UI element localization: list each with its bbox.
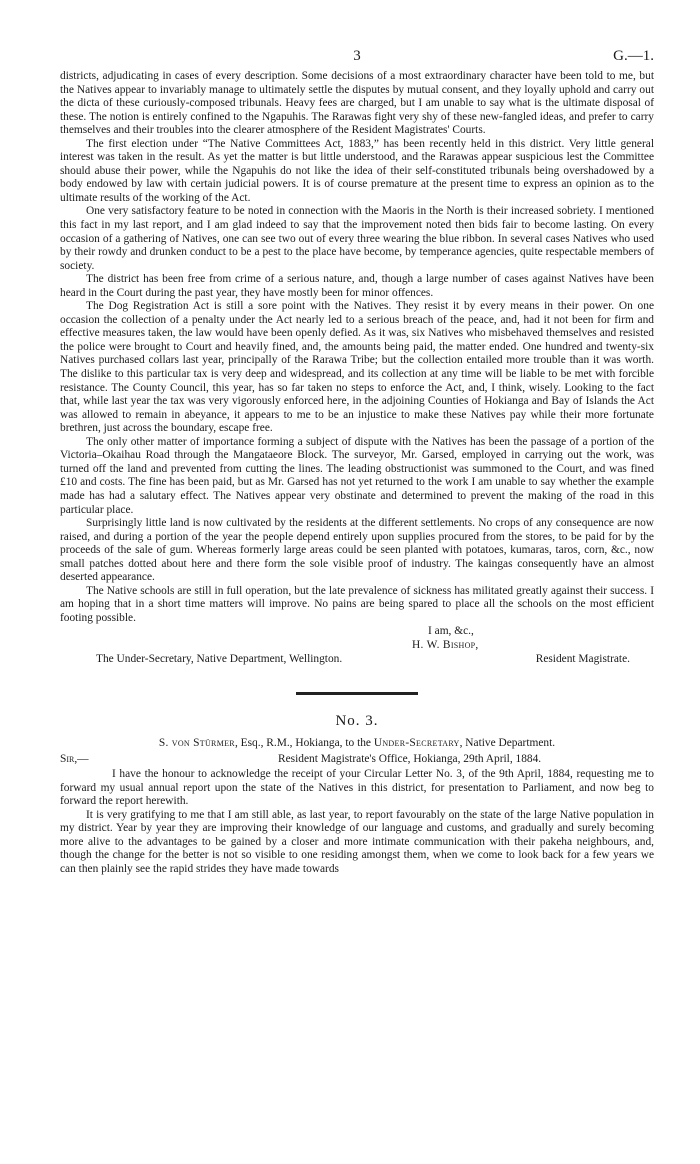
document-code: G.—1. bbox=[613, 48, 654, 64]
report-paragraph: The Native schools are still in full operation, but the late prevalence of sickness has militated greatly against their success. I am hoping that in a short time matters will improve. No pains are being spared to place all the schools on the most efficient footing possible. bbox=[60, 584, 654, 624]
report-paragraph: The district has been free from crime of a serious nature, and, though a large number of cases against Natives have been heard in the Court during the past year, they have mostly been for minor offences. bbox=[60, 273, 654, 299]
letter-paragraph: It is very gratifying to me that I am still able, as last year, to report favourably on the state of the large Native population in my district. Year by year they are improving their knowledge of our language and customs, and gradually and surely becoming more alive to the advantages to be gained by a closer and more intimate communication with their pakeha neighbours, and, though the change for the better is not so visible to one residing amongst them, when we come to look back for a few years we can then plainly see the rapid strides they have made towards bbox=[60, 808, 654, 875]
closing-line: I am, &c., bbox=[428, 625, 474, 638]
letter-address: Resident Magistrate's Office, Hokianga, 29th April, 1884. bbox=[278, 753, 542, 766]
signer-title: Resident Magistrate. bbox=[535, 652, 630, 665]
addressee-row bbox=[60, 653, 654, 667]
letter-number: No. 3. bbox=[335, 713, 379, 730]
recipient-department: , Native Department. bbox=[459, 737, 556, 750]
report-paragraph: One very satisfactory feature to be noted in connection with the Maoris in the North is their increased sobriety. I mentioned this fact in my last report, and I am glad indeed to say that the improvement noted then bids fair to become lasting. On every occasion of a gathering of Natives, one can see two out of every three wearing the blue ribbon. In several cases Natives who used by their rowdy and drunken conduct to be a pest to the place have become, by temperance agencies, quite respectable members of society. bbox=[60, 205, 654, 272]
addressee: The Under-Secretary, Native Department, Wellington. bbox=[96, 652, 343, 665]
letter-paragraph: I have the honour to acknowledge the receipt of your Circular Letter No. 3, of the 9th April, 1884, requesting me to forward my usual annual report upon the state of the Natives in this district, for presentation to Parliament, and now beg to forward the report herewith. bbox=[60, 768, 654, 808]
sender-name: S. von Stürmer bbox=[158, 737, 235, 750]
sender-details: , Esq., R.M., Hokianga, to the bbox=[234, 737, 374, 750]
report-paragraph: The Dog Registration Act is still a sore point with the Natives. They resist it by every means in their power. On one occasion the collection of a penalty under the Act nearly led to a serious breach of the peace, and, had it not been for firm and effective measures taken, the law would have been openly defied. As it was, six Natives who misbehaved themselves and resisted the police were brought to Court and heavily fined, and, the amounts being paid, the matter ended. One hundred and twenty-six Natives purchased collars last year, principally of the Rarawa Tribe; but the collection entailed more trouble than it was worth. The dislike to this particular tax is very deep and widespread, and its collection at any time will be liable to be met with forcible resistance. The County Council, this year, has so far taken no steps to enforce the Act, and, I think, wisely. Looking to the fact that, while last year the tax was very vigorously enforced here, in the adjoining Counties of Hokianga and Bay of Islands the Act was allowed to remain in abeyance, it appears to me to be an injustice to make these Natives pay while their more fortunate brethren, just across the boundary, escape free. bbox=[60, 300, 654, 435]
report-paragraph: Surprisingly little land is now cultivated by the residents at the different settlements. No crops of any consequence are now raised, and during a portion of the year the people depend entirely upon supplies procured from the stores, to be paid for by the proceeds of the sale of gum. Whereas formerly large areas could be seen planted with potatoes, kumaras, taros, corn, &c., now small patches dotted about here and there form the sole visible proof of industry. The kaingas consequently have an almost deserted appearance. bbox=[60, 517, 654, 584]
salutation: Sir,— bbox=[60, 753, 89, 766]
section-divider bbox=[296, 692, 418, 695]
recipient-title: Under-Secretary bbox=[373, 737, 460, 750]
signature: H. W. Bishop, bbox=[412, 638, 479, 651]
report-body bbox=[60, 70, 654, 625]
report-paragraph: The only other matter of importance forming a subject of dispute with the Natives has been the passage of a portion of the Victoria–Okaihau Road through the Mangataeore Block. The surveyor, Mr. Garsed, employed in carrying out the work, was turned off the land and prevented from cutting the lines. The leading obstructionist was summoned to the Court, and was fined £10 and costs. The fine has been paid, but as Mr. Garsed has not yet returned to the work I am unable to say whether the example made has had a salutary effect. The Natives appear very obstinate and determined to prevent the making of the road in this particular place. bbox=[60, 435, 654, 516]
report-paragraph: districts, adjudicating in cases of every description. Some decisions of a most extraordinary character have been told to me, but the Natives appear to invariably manage to ultimately settle the disputes by mutual consent, and they loyally uphold and carry out the dicta of these curiously-composed tribunals. Heavy fees are charged, but I am unable to say what is the ultimate disposal of these. The notion is entirely confined to the Ngapuhis. The Rarawas fight very shy of these new-fangled ideas, and prefer to carry themselves and their troubles into the clearer atmosphere of the Resident Magistrates' Courts. bbox=[60, 70, 654, 137]
letter-heading bbox=[60, 736, 654, 750]
page-number: 3 bbox=[353, 48, 361, 64]
report-paragraph: The first election under “The Native Committees Act, 1883,” has been recently held in this district. Very little general interest was taken in the result. As yet the matter is but little understood, and the Rarawas appear suspicious lest the Committee should abuse their power, while the Ngapuhis do not like the idea of their self-constituted tribunals being overshadowed by a body endowed by law with certain judicial powers. It is of course premature at the present time to express an opinion as to the ultimate results of the working of the Act. bbox=[60, 137, 654, 204]
page-header bbox=[60, 48, 654, 70]
report-signoff bbox=[60, 625, 654, 666]
letter-body bbox=[60, 768, 654, 876]
salutation-row bbox=[60, 752, 654, 766]
